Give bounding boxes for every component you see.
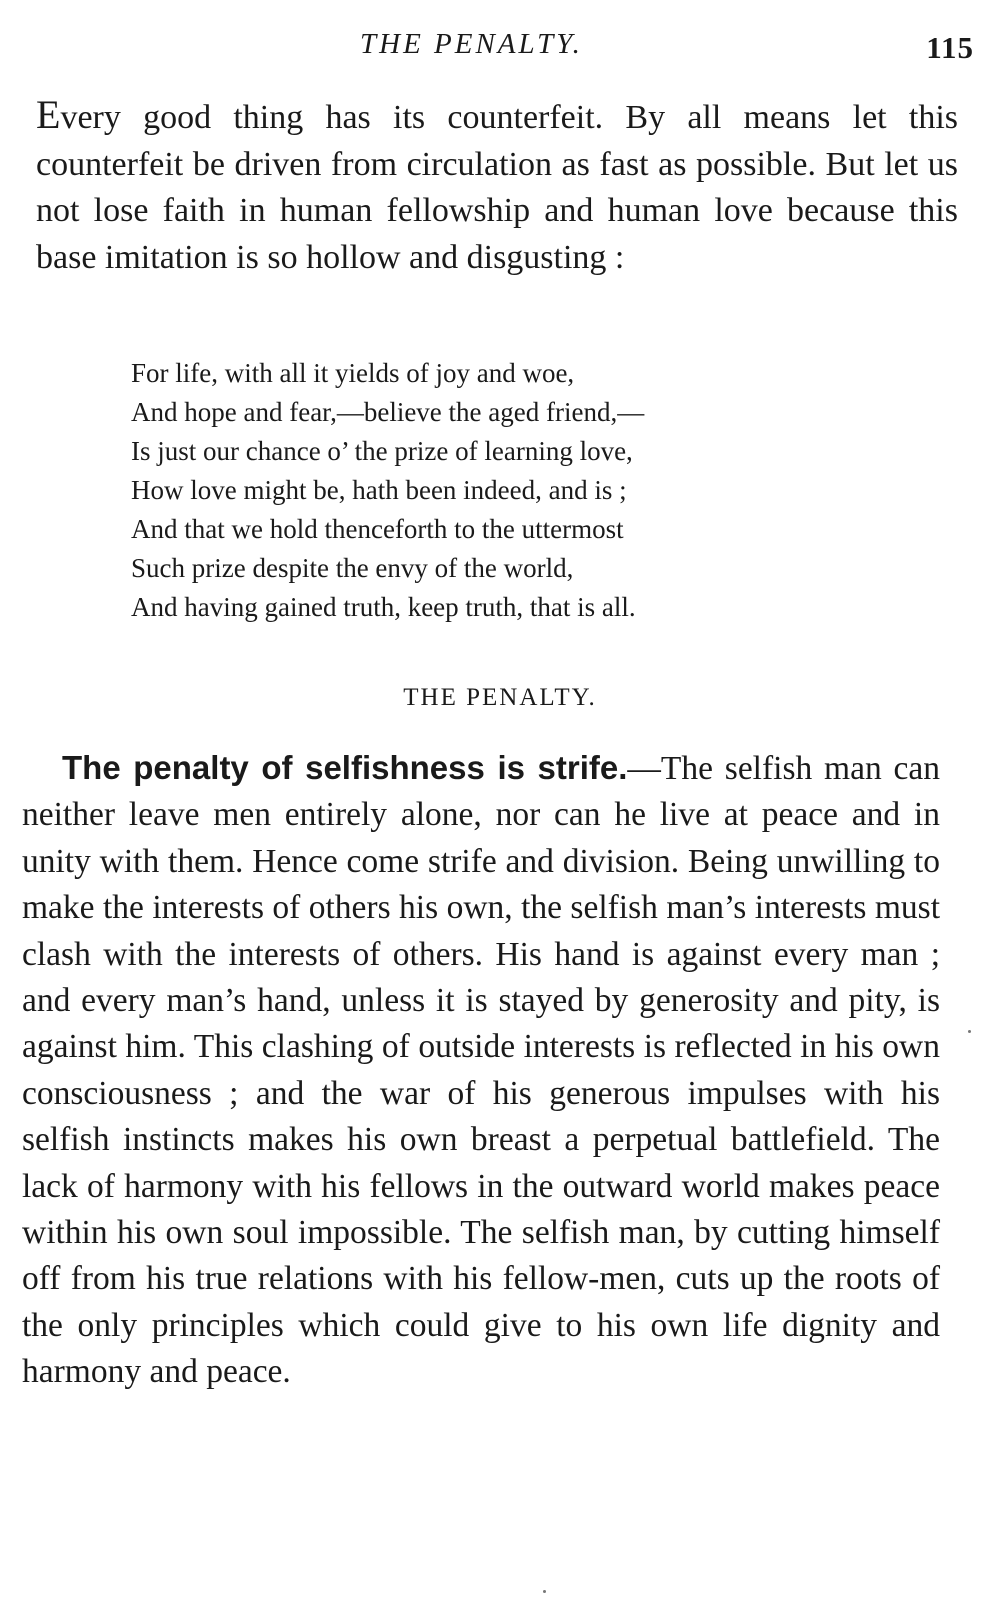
initial-letter: E [36, 92, 61, 137]
paragraph-counterfeit [36, 92, 958, 281]
paragraph-penalty-text: —The selfish man can neither leave men entirely alone, nor can he live at peace and in unity with them. Hence come strife and division. Being unwilling to make the interests of others his own, the selfish man’s interests must clash with the interests of others. His hand is against every man ; and every man’s hand, unless it is stayed by generosity and pity, is against him. This clashing of outside interests is reflected in his own consciousness ; and the war of his generous impulses with his selfish instincts makes his own breast a perpetual battlefield. The lack of harmony with his fellows in the outward world makes peace within his own soul impossible. The selfish man, by cutting himself off from his true relations with his fellow-men, cuts up the roots of the only principles which could give to his own life dignity and harmony and peace. [22, 750, 940, 1391]
page-number: 115 [926, 30, 974, 65]
running-title: THE PENALTY. [360, 28, 583, 60]
paragraph-penalty [22, 745, 940, 1396]
poem-line: For life, with all it yields of joy and woe, [131, 358, 575, 388]
poem-line: And that we hold thenceforth to the uttermost [131, 514, 624, 544]
print-speck [543, 1590, 546, 1593]
poem-line: And hope and fear,—believe the aged friend,— [131, 397, 645, 427]
running-head [0, 28, 1000, 68]
poem-line: How love might be, hath been indeed, and is ; [131, 475, 627, 505]
lead-sentence: The penalty of selfishness is strife. [62, 749, 628, 786]
poem-line: Such prize despite the envy of the world, [131, 553, 574, 583]
poem-line: And having gained truth, keep truth, that is all. [131, 592, 636, 622]
poem-quote [131, 354, 851, 627]
paragraph-counterfeit-text: very good thing has its counterfeit. By all means let this counterfeit be driven from circulation as fast as possible. But let us not lose faith in human fellowship and human love because this base imitation is so hollow and disgusting : [36, 99, 958, 276]
section-heading: THE PENALTY. [403, 684, 597, 711]
print-speck [968, 1030, 971, 1033]
poem-line: Is just our chance o’ the prize of learning love, [131, 436, 633, 466]
